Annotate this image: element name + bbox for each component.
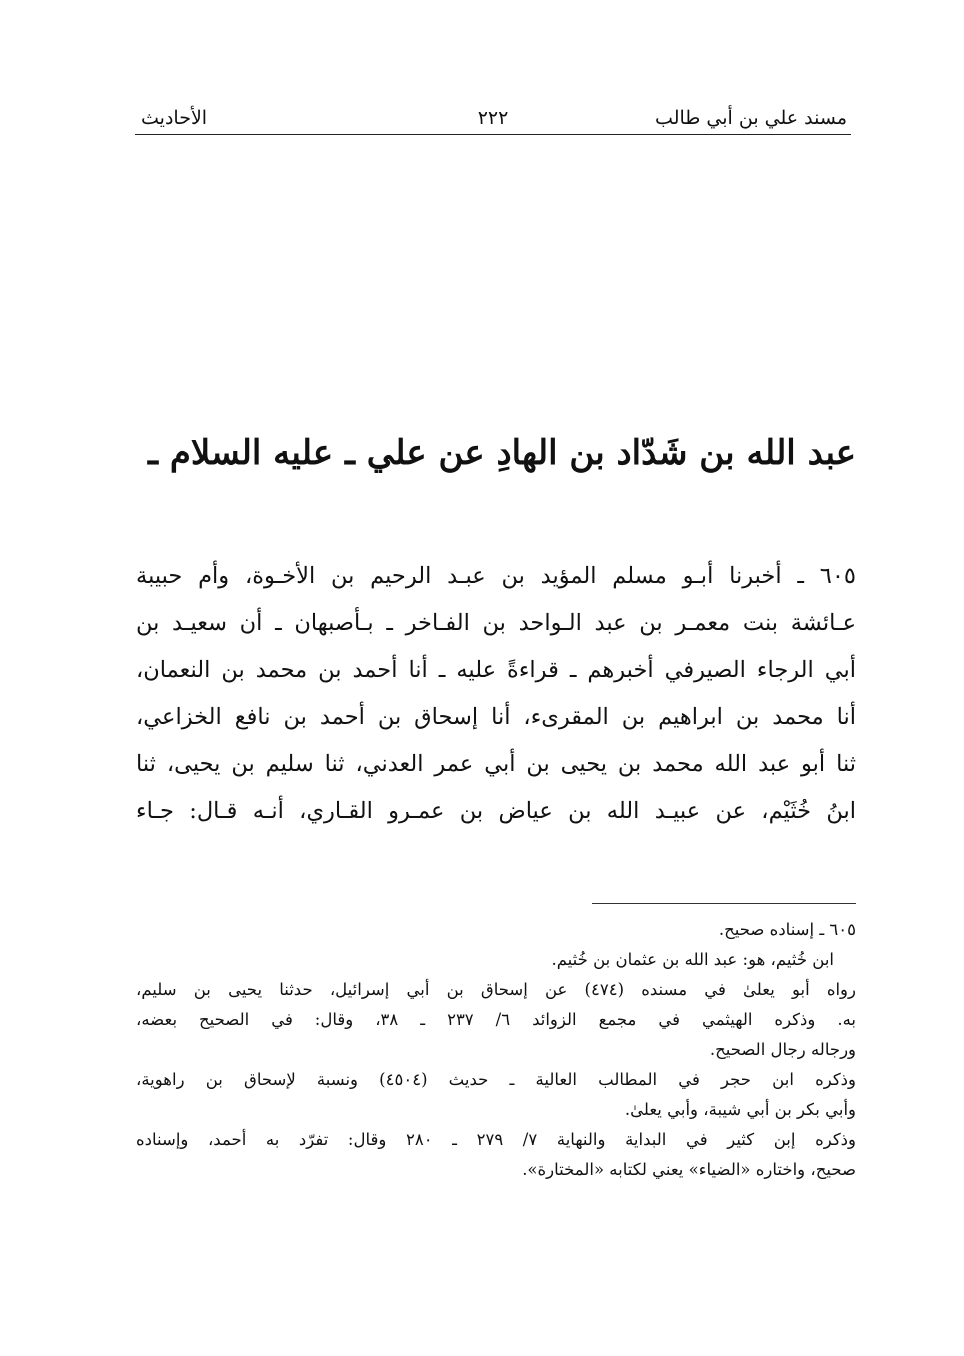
hadith-line: ثنا أبو عبد الله محمد بن يحيى بن أبي عمر العدني، ثنا سليم بن يحيى، ثنا (136, 751, 856, 777)
running-section-title: الأحاديث (141, 107, 208, 129)
footnotes (136, 915, 856, 1185)
hadith-line: أبي الرجاء الصيرفي أخبرهم ـ قراءةً عليه ـ أنا أحمد بن محمد بن النعمان، (136, 657, 856, 683)
hadith-line: أنا محمد بن ابراهيم بن المقرىء، أنا إسحاق بن أحمد بن نافع الخزاعي، (136, 704, 856, 730)
hadith-body (136, 553, 856, 835)
footnote-line: ٦٠٥ ـ إسناده صحيح. (718, 920, 856, 939)
footnote-line: صحيح، واختاره «الضياء» يعني لكتابه «المختارة». (522, 1160, 856, 1179)
hadith-line: ٦٠٥ ـ أخبرنا أبـو مسلم المؤيد بن عبـد الرحيم بن الأخـوة، وأم حبيبة (136, 563, 856, 589)
footnote-line: وأبي بكر بن أبي شيبة، وأبي يعلىٰ. (624, 1100, 856, 1119)
page-number: ٢٢٢ (477, 107, 509, 129)
footnote-line: ابن خُثيم، هو: عبد الله بن عثمان بن خُثيم. (551, 950, 834, 969)
page-header (135, 100, 851, 135)
hadith-line: ابنُ خُثَيْم، عن عبيـد الله بن عياض بن عمـرو القـاري، أنـه قـال: جـاء (136, 798, 856, 824)
hadith-line: عـائشة بنت معمـر بن عبد الـواحد بن الفـاخر ـ بـأصبهان ـ أن سعيـد بن (136, 610, 856, 636)
running-book-title: مسند علي بن أبي طالب (655, 107, 847, 129)
footnote-line: به. وذكره الهيثمي في مجمع الزوائد ٦/ ٢٣٧ ـ ٣٨، وقال: في الصحيح بعضه، (136, 1010, 856, 1029)
section-heading: عبد الله بن شَدّاد بن الهادِ عن علي ـ عليه السلام ـ (148, 433, 856, 473)
footnote-line: وذكره ابن حجر في المطالب العالية ـ حديث (٤٥٠٤) ونسبة لإسحاق بن راهوية، (136, 1070, 856, 1089)
footnote-line: وذكره إبن كثير في البداية والنهاية ٧/ ٢٧٩ ـ ٢٨٠ وقال: تفرّد به أحمد، وإسناده (136, 1130, 856, 1149)
footnote-line: رواه أبو يعلىٰ في مسنده (٤٧٤) عن إسحاق بن أبي إسرائيل، حدثنا يحيى بن سليم، (136, 980, 856, 999)
footnote-line: ورجاله رجال الصحيح. (709, 1040, 856, 1059)
footnote-separator (592, 903, 856, 904)
